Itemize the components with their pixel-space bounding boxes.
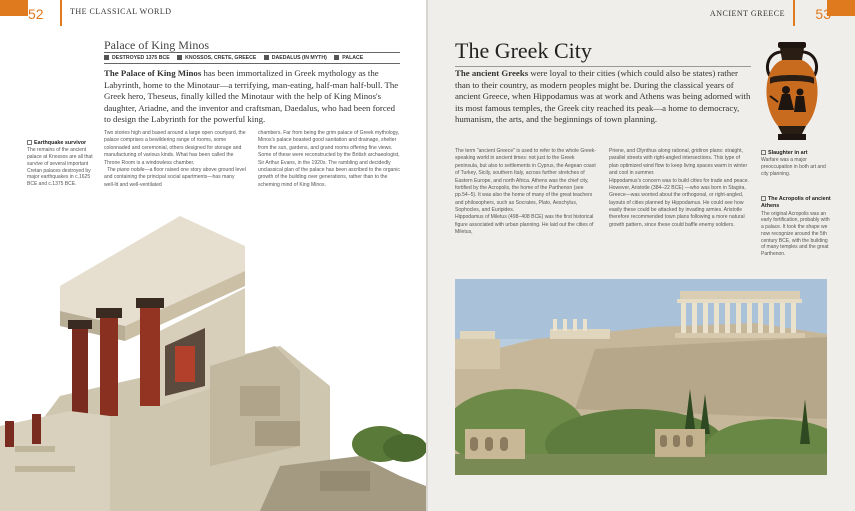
right-corner-tab xyxy=(827,0,855,16)
lead-bold: The Palace of King Minos xyxy=(104,68,202,78)
sidebar-slaughter-text: Warfare was a major preoccupation in both art and city planning. xyxy=(761,157,826,177)
caption-marker-icon xyxy=(761,196,766,201)
sidebar-acropolis xyxy=(761,196,833,258)
lead-text: has been immortalized in Greek mythology as the Labyrinth, home to the Minotaur—a terrifying, man-eating, half-man half-bull. The Greek hero, Theseus, finally killed the Minotaur with the help of King Minos's daughter, Ariadne, and the inventor and craftsman, Daedalus, who had been forced to design the Labyrinth for the powerful king. xyxy=(104,68,399,125)
square-icon xyxy=(264,55,269,60)
left-page-number: 52 xyxy=(28,6,44,22)
sidebar-acropolis-heading: The Acropolis of ancient Athens xyxy=(761,196,831,210)
square-icon xyxy=(177,55,182,60)
square-icon xyxy=(334,55,339,60)
col1-para-a: Two stories high and based around a large open courtyard, the palace comprises a bewildering range of rooms, some colonnaded and ceremonial, others designed for storage and manufacturing of various kinds. What has been called the Throne Room is a windowless chamber. xyxy=(104,130,246,166)
right-body-column-2: Priene, and Olynthus along rational, gridiron plans: straight, parallel streets with right-angled intersections. This type of plan optimized wind flow to keep living spaces warm in winter and cool in summer. Hippodamus's concern was to build cities for trade and peace. However, Aristotle (384–22 BCE) —who was born in Stagira, Greece—was worried about the orthogonal, or right-angled, layouts of cities planned by Hippodamus. He could see how easily these could be attacked by invading armies. Aristotle therefore recommended town plans following a more natural growth pattern, since these could baffle enemy soldiers. xyxy=(609,148,749,228)
sidebar-text: The remains of the ancient palace at Knossos are all that survive of several important Cretan palaces destroyed by major earthquakes in c.1625 BCE and c.1375 BCE. xyxy=(27,147,93,188)
col1-italic: The piano nobile xyxy=(106,166,145,173)
right-body-column-1: The term "ancient Greece" is used to refer to the whole Greek-speaking world in ancient times: not just to the Greek peninsula, but also to settlements in Cyprus, the Aegean coast of Turkey, Sicily, southern Italy, across further stretches of Eastern Europe, and north Africa. Athens was the chief city, fortified by the Acropolis, the home of the Parthenon (see pp.54–5). It was also the home of many of the great teachers and philosophers, such as Socrates, Plato, Aeschylus, Sophocles, and Euripides. Hippodamus of Miletus (498–408 BCE) was the first historical figure associated with urban planning. He laid out the cities of Miletus, xyxy=(455,148,596,236)
meta-type: PALACE xyxy=(334,55,363,61)
section-title: Palace of King Minos xyxy=(104,38,209,52)
acropolis-photo xyxy=(455,279,827,475)
sidebar-acropolis-text: The original Acropolis was an early fortification, probably with a palace. It took the shape we now recognize around the 5th century BCE, with the building of many temples and the great Parthenon. xyxy=(761,210,830,258)
lead-paragraph xyxy=(104,68,400,126)
palace-photo xyxy=(0,216,426,511)
caption-marker-icon xyxy=(761,150,766,155)
meta-architect: DAEDALUS (IN MYTH) xyxy=(264,55,327,61)
square-icon xyxy=(104,55,109,60)
meta-location: KNOSSOS, CRETE, GREECE xyxy=(177,55,256,61)
body-column-1 xyxy=(104,130,246,189)
right-running-head: ANCIENT GREECE xyxy=(710,0,795,26)
amphora-vase-photo xyxy=(756,38,828,146)
page-title: The Greek City xyxy=(455,38,751,67)
meta-destroyed: DESTROYED 1375 BCE xyxy=(104,55,170,61)
right-lead-paragraph xyxy=(455,68,751,126)
sidebar-earthquake xyxy=(27,140,99,188)
left-corner-tab xyxy=(0,0,28,16)
sidebar-slaughter-heading: Slaughter in art xyxy=(761,150,833,157)
body-column-2: chambers. Far from being the grim palace of Greek mythology, Minos's palace boasted good sanitation and drainage, shelter from the sun, gardens, and grand rooms offering fine views. Some of these were reconstructed by the British archaeologist, Sir Arthur Evans, in the 1920s. The rambling and decidedly unclassical plan of the palace has been ascribed to the organic growth of the building over generations, rather than to the scheming mind of King Minos. xyxy=(258,130,400,188)
sidebar-heading: Earthquake survivor xyxy=(27,140,99,147)
caption-marker-icon xyxy=(27,140,32,145)
meta-bar xyxy=(104,52,400,64)
left-running-head: THE CLASSICAL WORLD xyxy=(60,0,426,26)
sidebar-slaughter xyxy=(761,150,833,178)
col1-para-b: —a floor raised one story above ground level and containing the principal social apartments—has many well-lit and well-ventilated xyxy=(104,166,246,188)
right-lead-bold: The ancient Greeks xyxy=(455,68,529,78)
right-page-number: 53 xyxy=(815,6,831,22)
right-lead-text: were loyal to their cities (which could also be states) rather than to their country, as modern peoples might be. During the classical years of ancient Greece, when Hippodamus was at work and Athens was being adorned with its most famous temples, the Greek city reached its peak—a home to democracy, humanism, the arts, and the beginnings of town planning. xyxy=(455,68,751,125)
